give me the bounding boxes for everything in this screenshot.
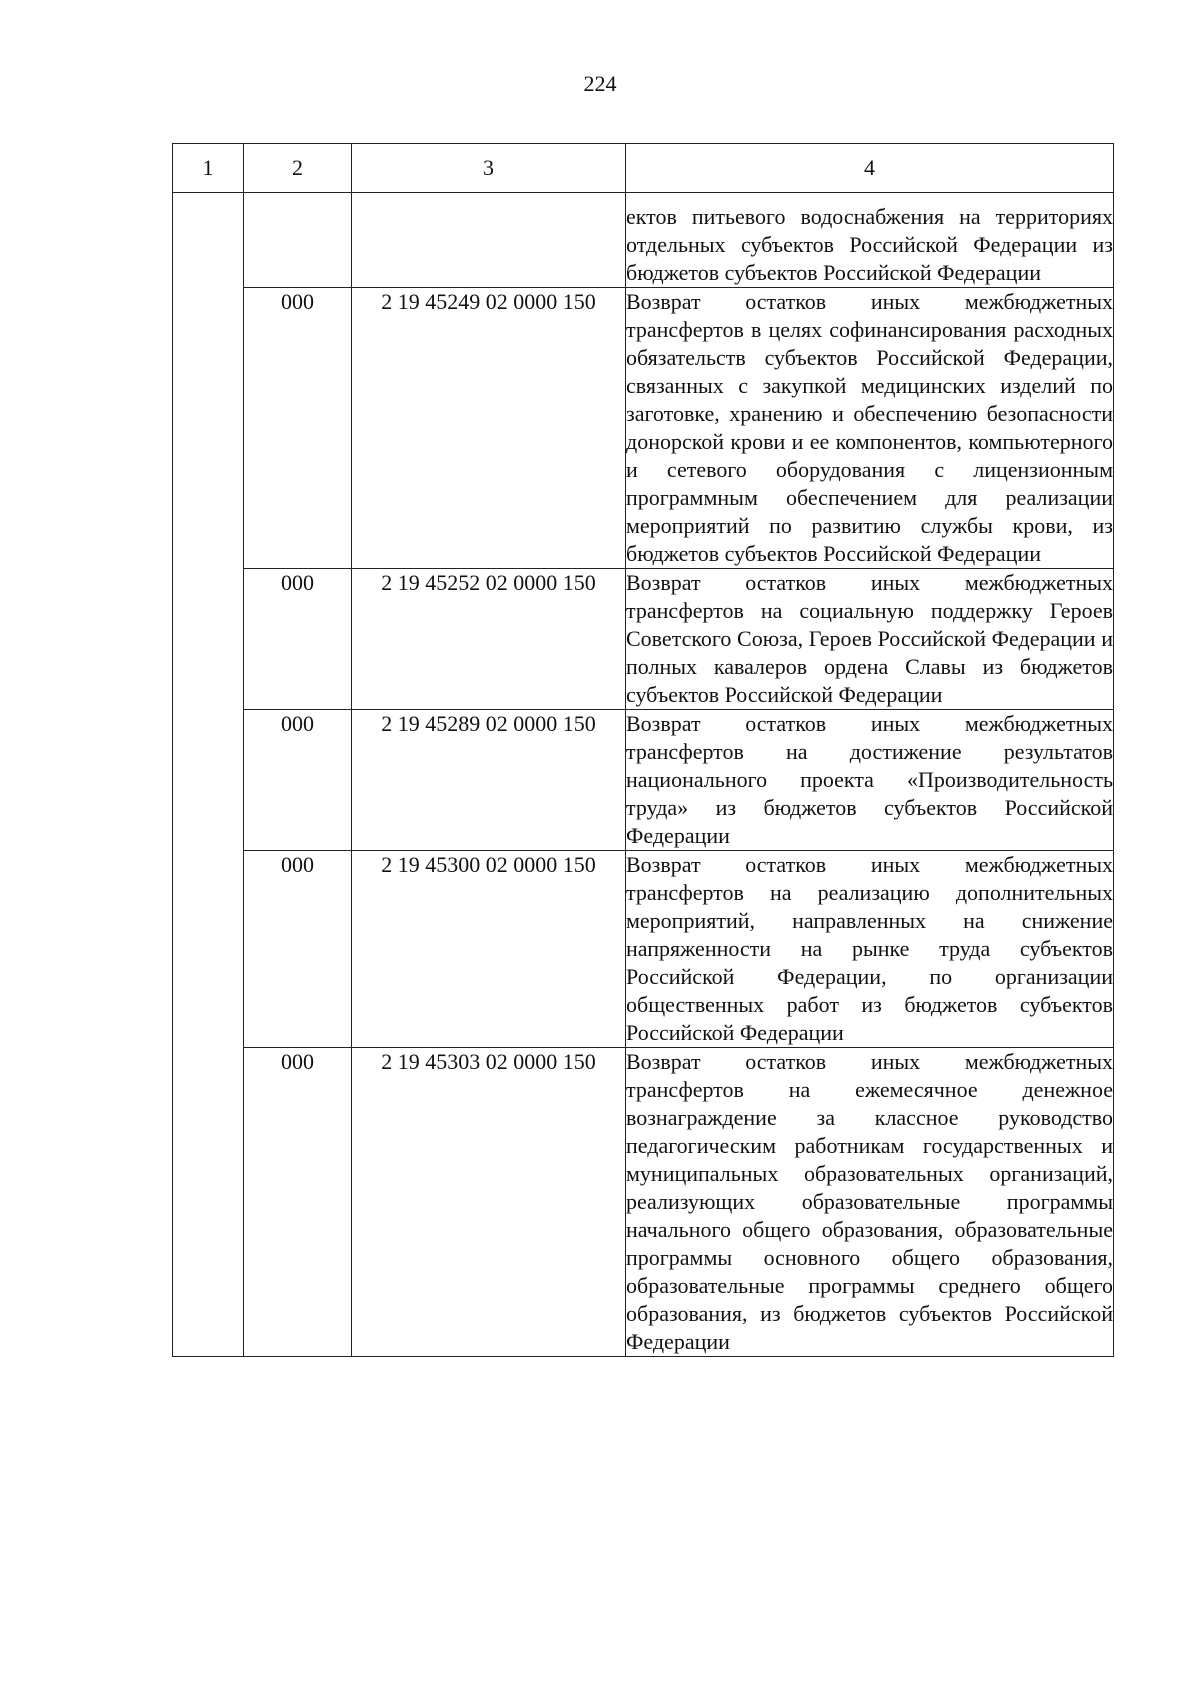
admin-code-cell: 000 — [244, 1048, 352, 1357]
header-row — [173, 144, 1114, 193]
header-col-1: 1 — [173, 144, 244, 193]
admin-code-cell: 000 — [244, 710, 352, 851]
income-code-cell: 2 19 45249 02 0000 150 — [352, 288, 626, 569]
header-col-3: 3 — [352, 144, 626, 193]
header-col-2: 2 — [244, 144, 352, 193]
table-row — [173, 569, 1114, 710]
description-cell: Возврат остатков иных межбюджетных трансфертов на достижение результатов национального проекта «Производительность труда» из бюджетов субъектов Российской Федерации — [626, 710, 1114, 851]
table-row — [173, 851, 1114, 1048]
description-cell: Возврат остатков иных межбюджетных трансфертов на реализацию дополнительных мероприятий, направленных на снижение напряженности на рынке труда субъектов Российской Федерации, по организации общественных работ из бюджетов субъектов Российской Федерации — [626, 851, 1114, 1048]
income-code-cell: 2 19 45289 02 0000 150 — [352, 710, 626, 851]
description-cell: Возврат остатков иных межбюджетных трансфертов в целях софинансирования расходных обязательств субъектов Российской Федерации, связанных с закупкой медицинских изделий по заготовке, хранению и обеспечению безопасности донорской крови и ее компонентов, компьютерного и сетевого оборудования с лицензионным программным обеспечением для реализации мероприятий по развитию службы крови, из бюджетов субъектов Российской Федерации — [626, 288, 1114, 569]
admin-code-cell: 000 — [244, 851, 352, 1048]
admin-code-cell — [244, 193, 352, 288]
table-row — [173, 710, 1114, 851]
admin-code-cell: 000 — [244, 288, 352, 569]
income-code-cell: 2 19 45252 02 0000 150 — [352, 569, 626, 710]
income-code-cell: 2 19 45303 02 0000 150 — [352, 1048, 626, 1357]
page-number: 224 — [583, 71, 617, 96]
table-row — [173, 288, 1114, 569]
income-code-cell — [352, 193, 626, 288]
budget-code-table — [172, 143, 1114, 1357]
header-col-4: 4 — [626, 144, 1114, 193]
description-cell: ектов питьевого водоснабжения на территориях отдельных субъектов Российской Федерации из бюджетов субъектов Российской Федерации — [626, 193, 1114, 288]
description-cell: Возврат остатков иных межбюджетных трансфертов на социальную поддержку Героев Советского Союза, Героев Российской Федерации и полных кавалеров ордена Славы из бюджетов субъектов Российской Федерации — [626, 569, 1114, 710]
description-cell: Возврат остатков иных межбюджетных трансфертов на ежемесячное денежное вознаграждение за классное руководство педагогическим работникам государственных и муниципальных образовательных организаций, реализующих образовательные программы начального общего образования, образовательные программы основного общего образования, образовательные программы среднего общего образования, из бюджетов субъектов Российской Федерации — [626, 1048, 1114, 1357]
table-row — [173, 1048, 1114, 1357]
admin-code-cell: 000 — [244, 569, 352, 710]
group-cell — [173, 193, 244, 1357]
income-code-cell: 2 19 45300 02 0000 150 — [352, 851, 626, 1048]
table-row — [173, 193, 1114, 288]
